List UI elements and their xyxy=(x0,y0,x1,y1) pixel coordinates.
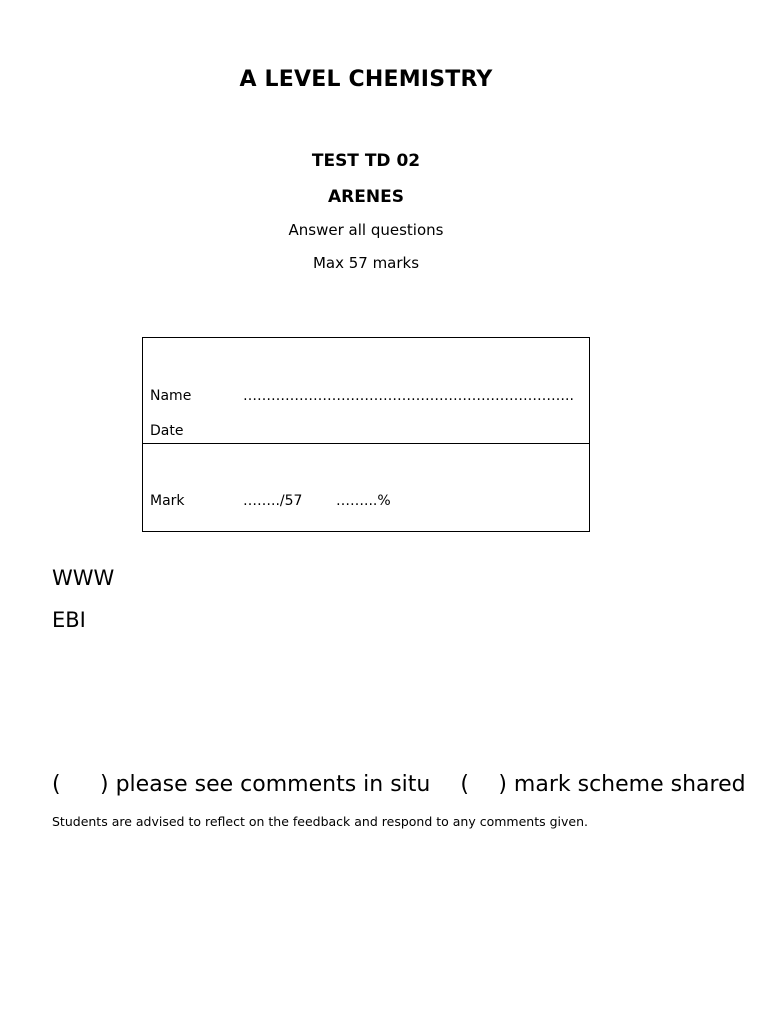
date-label: Date xyxy=(150,423,184,439)
mark-scheme-option-label: ) mark scheme shared xyxy=(498,772,746,797)
name-label: Name xyxy=(150,388,192,404)
topic-heading: ARENES xyxy=(328,187,404,207)
mark-label: Mark xyxy=(150,493,185,509)
percent-field[interactable]: ……...% xyxy=(336,493,391,509)
document-title: A LEVEL CHEMISTRY xyxy=(239,67,493,92)
box-divider xyxy=(143,443,589,444)
www-label: WWW xyxy=(52,566,115,590)
test-code: TEST TD 02 xyxy=(311,151,421,171)
ebi-label: EBI xyxy=(52,608,86,632)
comments-checkbox[interactable]: ( xyxy=(52,772,61,797)
feedback-options xyxy=(52,772,746,797)
advice-note: Students are advised to reflect on the feedback and respond to any comments given. xyxy=(52,814,588,829)
instructions: Answer all questions xyxy=(288,221,444,239)
max-marks: Max 57 marks xyxy=(312,254,420,272)
mark-field[interactable]: ……../57 xyxy=(243,493,303,509)
mark-scheme-checkbox[interactable]: ( xyxy=(460,772,469,797)
comments-option-label: ) please see comments in situ xyxy=(100,772,431,797)
student-details-box xyxy=(142,337,590,532)
name-field[interactable]: …………………………………………………………….. xyxy=(243,388,574,404)
